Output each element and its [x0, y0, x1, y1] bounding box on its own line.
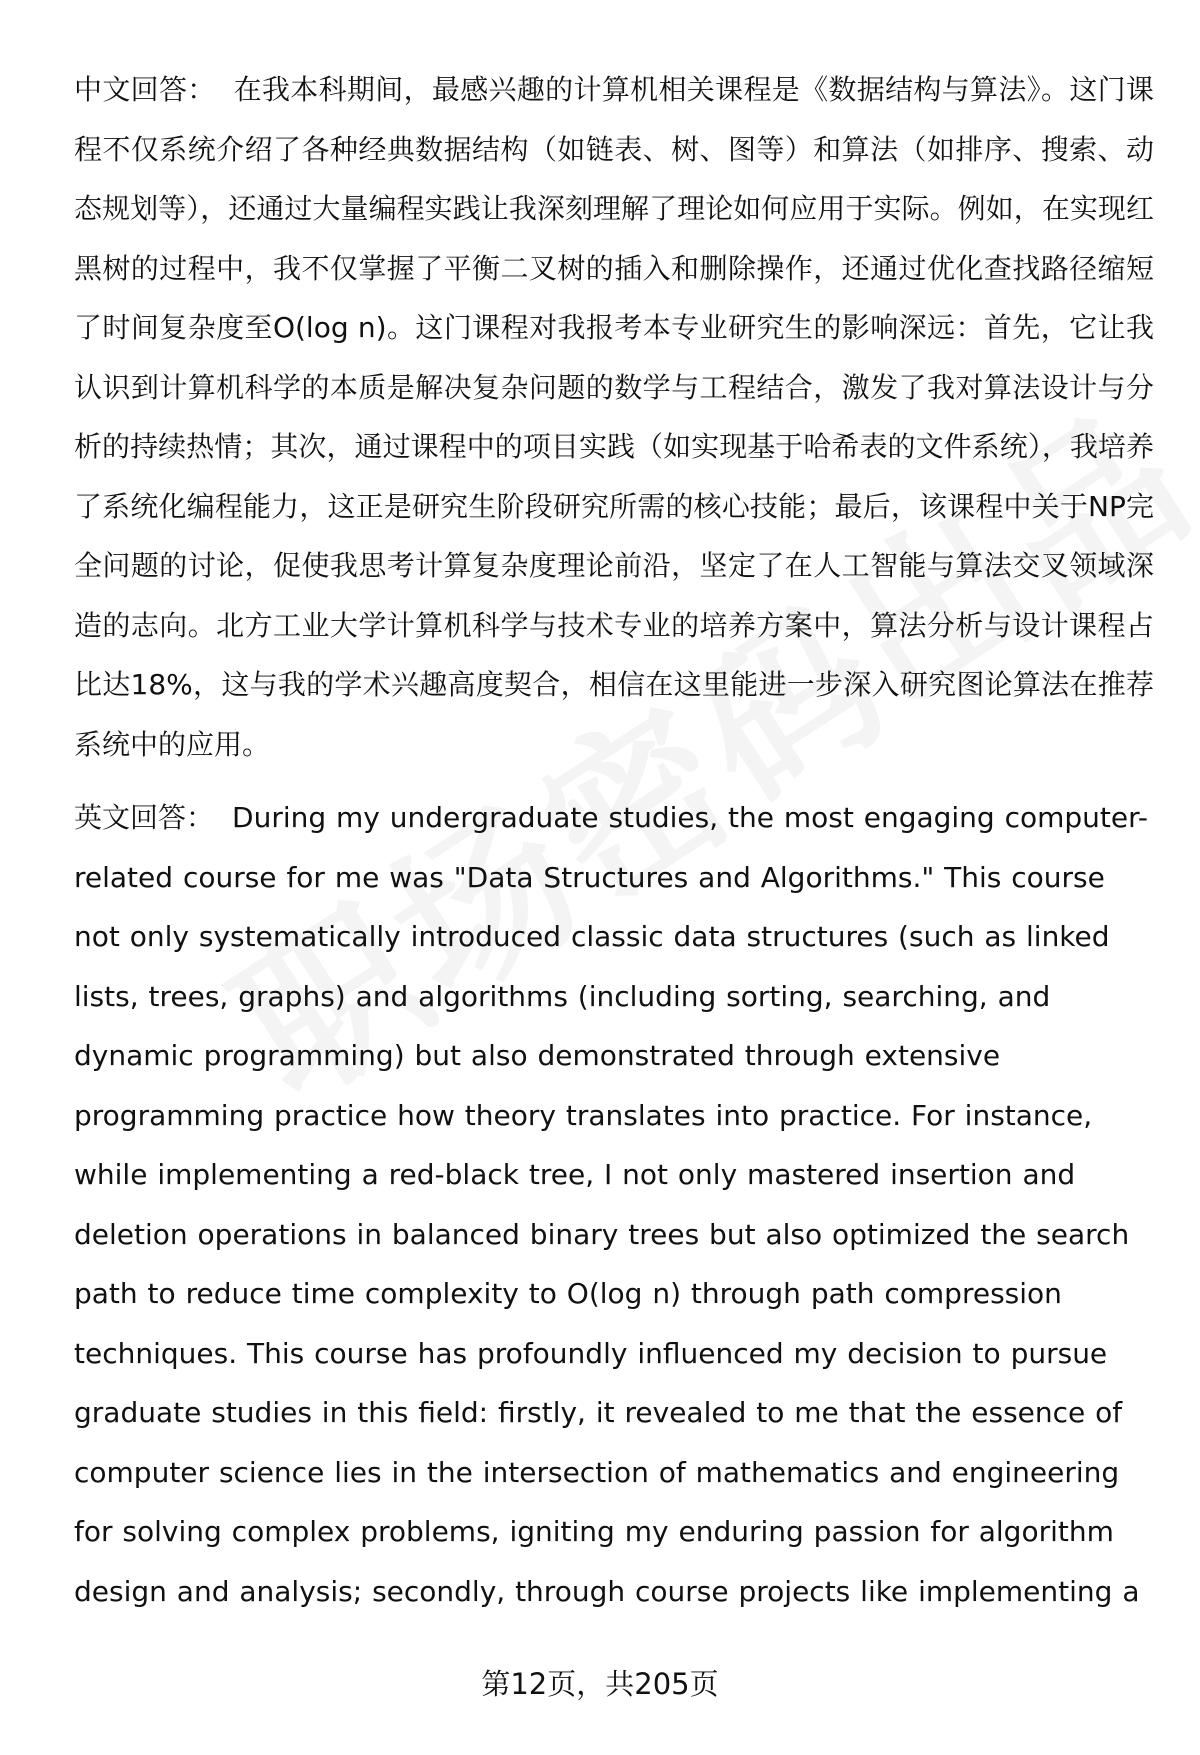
chinese-answer-label: 中文回答：	[74, 73, 216, 106]
english-answer-paragraph	[74, 788, 1154, 1621]
page-number: 第12页，共205页	[481, 1667, 719, 1701]
english-answer-text: During my undergraduate studies, the most engaging computer-related course for me was "Data Structures and Algorithms." This course not only systematically introduced classic data structures (such as linked lists, trees, graphs) and algorithms (including sorting, searching, and dynamic programming) but also demonstrated through extensive programming practice how theory translates into practice. For instance, while implementing a red-black tree, I not only mastered insertion and deletion operations in balanced binary trees but also optimized the search path to reduce time complexity to O(log n) through path compression techniques. This course has profoundly influenced my decision to pursue graduate studies in this field: firstly, it revealed to me that the essence of computer science lies in the intersection of mathematics and engineering for solving complex problems, igniting my enduring passion for algorithm design and analysis; secondly, through course projects like implementing a	[74, 801, 1148, 1608]
chinese-answer-text: 在我本科期间，最感兴趣的计算机相关课程是《数据结构与算法》。这门课程不仅系统介绍了各种经典数据结构（如链表、树、图等）和算法（如排序、搜索、动态规划等），还通过大量编程实践让我深刻理解了理论如何应用于实际。例如，在实现红黑树的过程中，我不仅掌握了平衡二叉树的插入和删除操作，还通过优化查找路径缩短了时间复杂度至O(log n)。这门课程对我报考本专业研究生的影响深远：首先，它让我认识到计算机科学的本质是解决复杂问题的数学与工程结合，激发了我对算法设计与分析的持续热情；其次，通过课程中的项目实践（如实现基于哈希表的文件系统），我培养了系统化编程能力，这正是研究生阶段研究所需的核心技能；最后，该课程中关于NP完全问题的讨论，促使我思考计算复杂度理论前沿，坚定了在人工智能与算法交叉领域深造的志向。北方工业大学计算机科学与技术专业的培养方案中，算法分析与设计课程占比达18%，这与我的学术兴趣高度契合，相信在这里能进一步深入研究图论算法在推荐系统中的应用。	[74, 73, 1154, 761]
document-body	[74, 60, 1154, 1621]
english-answer-label: 英文回答：	[74, 801, 215, 834]
chinese-answer-paragraph	[74, 60, 1154, 774]
